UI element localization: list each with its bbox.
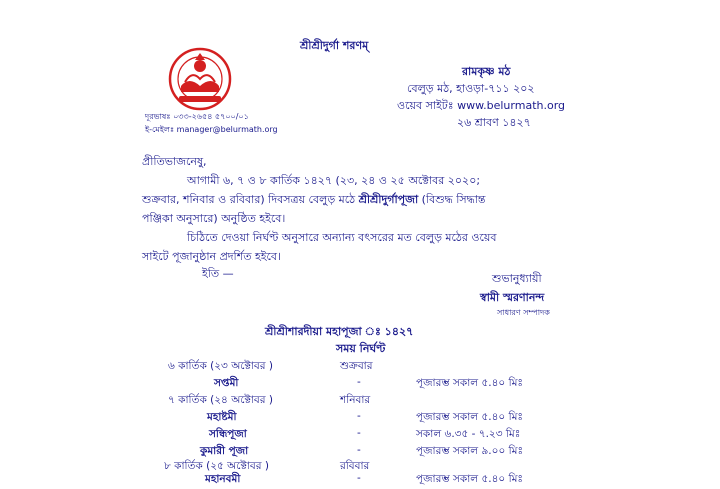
para2-line1: চিঠিতে দেওয়া নির্ঘণ্ট অনুসারে অন্যান্য বৎসরের মত বেলুড় মঠের ওয়েব [187,231,497,244]
row-time: পূজারম্ভ সকাল ৯.০০ মিঃ [416,445,524,457]
schedule-row [0,359,720,376]
schedule-row [0,376,720,393]
row-dash: - [357,444,361,456]
para1-line3: পঞ্জিকা অনুসারে) অনুষ্ঠিত হইবে। [142,212,286,225]
schedule-row [0,427,720,444]
ramakrishna-math-emblem [167,46,233,112]
sign-greeting: শুভানুধ্যায়ী [492,272,542,285]
schedule-row [0,393,720,410]
website: ওয়েব সাইটঃ www.belurmath.org [397,99,566,112]
phone: দূরভাষঃ ০৩৩-২৬৫৪ ৫৭০০/০১ [145,112,249,121]
row-time: পূজারম্ভ সকাল ৫.৪০ মিঃ [416,411,524,423]
para2-line2: সাইটে পূজানুষ্ঠান প্রদর্শিত হইবে। [142,250,281,263]
schedule-subtitle: সময় নির্ঘণ্ট [336,342,386,355]
sign-name: স্বামী স্মরণানন্দ [480,291,545,304]
address: বেলুড় মঠ, হাওড়া-৭১১ ২০২ [407,82,535,95]
row-dash: - [357,410,361,422]
row-date: ৬ কার্তিক (২৩ অক্টোবর ) [168,360,273,372]
para1-line2 [142,191,582,210]
row-event: কুমারী পূজা [200,445,249,457]
row-dash: - [357,472,361,484]
row-event: মহাষ্টমী [207,411,237,423]
row-event: মহানবমী [205,473,241,485]
row-time: সকাল ৬.৩৫ - ৭.২৩ মিঃ [416,428,521,440]
row-dash: - [357,376,361,388]
durga-puja-highlight: শ্রীশ্রীদুর্গাপূজা [358,193,419,206]
salutation: প্রীতিভাজনেষু, [142,155,207,168]
row-date: ৭ কার্তিক (২৪ অক্টোবর ) [168,394,273,406]
closing: ইতি — [202,267,234,280]
row-event: সপ্তমী [214,377,239,389]
schedule-row [0,410,720,427]
row-dash: - [357,427,361,439]
schedule-title: শ্রীশ্রীশারদীয়া মহাপূজা ঃ ১৪২৭ [265,325,414,338]
row-day: শনিবার [340,394,371,406]
sign-title: সাধারণ সম্পাদক [497,308,550,317]
row-day: রবিবার [340,460,370,472]
schedule-row [0,472,720,489]
org-name: রামকৃষ্ণ মঠ [462,65,511,78]
row-time: পূজারম্ভ সকাল ৫.৪০ মিঃ [416,473,524,485]
para1-line2-start: শুক্রবার, শনিবার ও রবিবার) দিবসত্রয় বেলুড় মঠে [142,193,359,206]
row-day: শুক্রবার [340,360,373,372]
invocation: শ্রীশ্রীদুর্গা শরণম্ [300,39,369,52]
para1-line1: আগামী ৬, ৭ ও ৮ কার্তিক ১৪২৭ (২৩, ২৪ ও ২৫ অক্টোবর ২০২০; [187,174,481,187]
para1-line2-end: (বিশুদ্ধ সিদ্ধান্ত [418,193,486,206]
row-time: পূজারম্ভ সকাল ৫.৪০ মিঃ [416,377,524,389]
row-date: ৮ কার্তিক (২৫ অক্টোবর ) [164,460,269,472]
row-event: সন্ধিপূজা [209,428,247,440]
email: ই-মেইলঃ manager@belurmath.org [145,125,278,134]
letter-date: ২৬ শ্রাবণ ১৪২৭ [457,116,531,129]
